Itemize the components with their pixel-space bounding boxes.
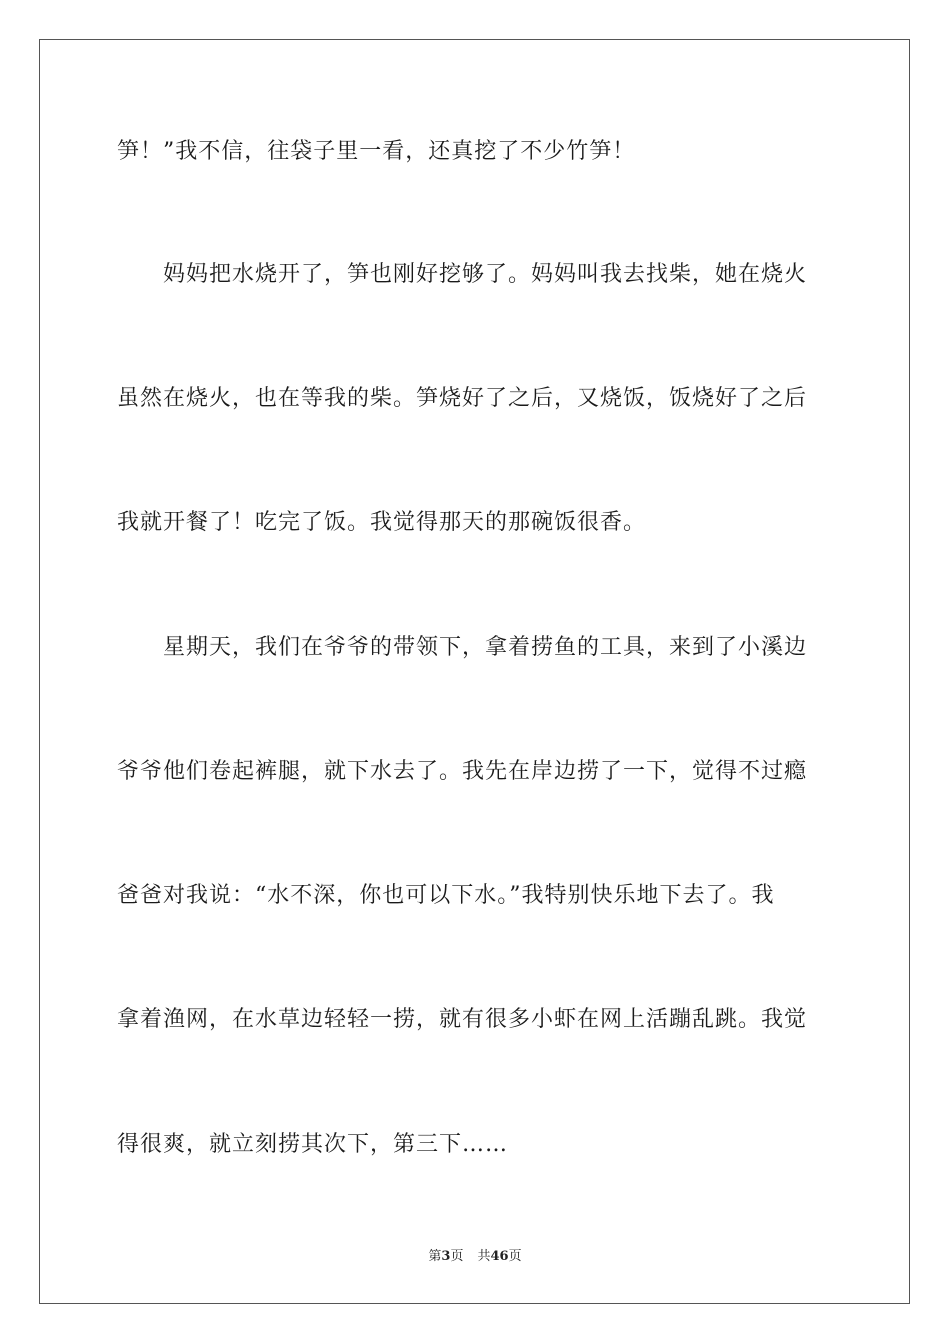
page-number: 3 (441, 1249, 451, 1264)
paragraph-line-8: 拿着渔网，在水草边轻轻一捞，就有很多小虾在网上活蹦乱跳。我觉 (117, 1007, 808, 1032)
paragraph-line-3: 虽然在烧火，也在等我的柴。笋烧好了之后，又烧饭，饭烧好了之后 (117, 386, 808, 411)
page-suffix: 页 (450, 1249, 464, 1264)
paragraph-line-1: 笋！”我不信，往袋子里一看，还真挖了不少竹笋！ (117, 139, 636, 164)
total-suffix: 页 (508, 1249, 522, 1264)
total-pages: 46 (490, 1249, 509, 1264)
total-prefix: 共 (477, 1249, 491, 1264)
page-prefix: 第 (428, 1249, 442, 1264)
paragraph-line-2: 妈妈把水烧开了，笋也刚好挖够了。妈妈叫我去找柴，她在烧火 (163, 262, 808, 287)
paragraph-line-9: 得很爽，就立刻捞其次下，第三下…… (117, 1132, 509, 1157)
paragraph-line-5: 星期天，我们在爷爷的带领下，拿着捞鱼的工具，来到了小溪边 (163, 635, 808, 660)
paragraph-line-4: 我就开餐了！吃完了饭。我觉得那天的那碗饭很香。 (117, 510, 647, 535)
page-footer (0, 1249, 950, 1265)
paragraph-line-7: 爸爸对我说：“水不深，你也可以下水。”我特别快乐地下去了。我 (117, 883, 775, 908)
paragraph-line-6: 爷爷他们卷起裤腿，就下水去了。我先在岸边捞了一下，觉得不过瘾 (117, 759, 808, 784)
page-border (39, 39, 910, 1304)
